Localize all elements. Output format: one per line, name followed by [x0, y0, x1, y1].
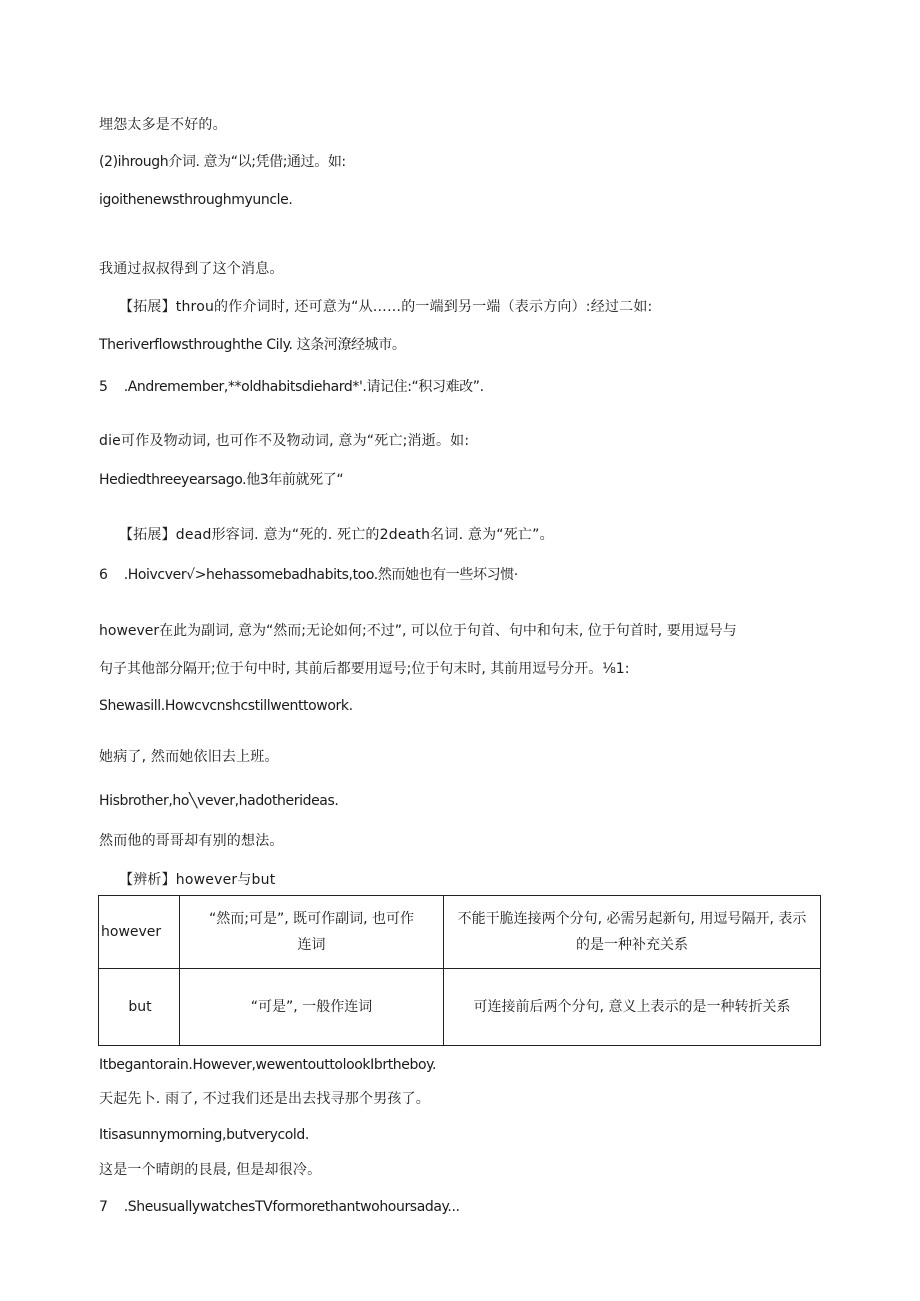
text-line: 句子其他部分隔开;位于句中时, 其前后都要用逗号;位于句末时, 其前用逗号分开。⅛1:: [99, 661, 630, 677]
item-heading: 5 .Andremember,**oldhabitsdiehard*'.请记住:“积习难改”.: [99, 379, 484, 395]
table-row: [99, 969, 821, 1046]
cell-text: but: [128, 999, 152, 1015]
example-sentence: Theriverflowsthroughthe Cily. 这条河潦经城市。: [99, 337, 406, 353]
cell-text: however: [101, 924, 162, 940]
cell-text: 可连接前后两个分句, 意义上表示的是一种转折关系: [473, 999, 791, 1015]
text-line: die可作及物动词, 也可作不及物动词, 意为“死亡;消逝。如:: [99, 433, 470, 449]
translation-line: 她病了, 然而她依旧去上班。: [99, 749, 279, 765]
table-cell-usage: [444, 896, 821, 969]
table-cell-word: [99, 896, 180, 969]
text-line: (2)ihrough介词. 意为“以;凭借;通过。如:: [99, 154, 346, 170]
translation-line: 这是一个晴朗的艮晨, 但是却很冷。: [99, 1162, 322, 1178]
table-cell-word: [99, 969, 180, 1046]
cell-text: 连词: [297, 937, 326, 953]
extension-note: 【拓展】throu的作介词时, 还可意为“从……的一端到另一端（表示方向）:经过二如:: [119, 299, 653, 315]
translation-line: 天起先卜. 雨了, 不过我们还是出去找寻那个男孩了。: [99, 1091, 430, 1107]
table-cell-meaning: [180, 896, 444, 969]
text-line: 埋怨太多是不好的。: [99, 117, 227, 133]
table-cell-usage: [444, 969, 821, 1046]
table-cell-meaning: [180, 969, 444, 1046]
translation-line: 然而他的哥哥却有别的想法。: [99, 833, 284, 849]
cell-text: “可是”, 一般作连词: [250, 999, 373, 1015]
comparison-table: [98, 895, 821, 1046]
example-sentence: Hisbrother,ho╲vever,hadotherideas.: [99, 793, 339, 809]
item-heading: 6 .Hoivcver√>hehassomebadhabits,too.然而她也有一些坏习惯·: [99, 567, 518, 583]
example-sentence: Itbegantorain.However,wewentouttolookIbrtheboy.: [99, 1057, 437, 1073]
cell-text: 的是一种补充关系: [576, 937, 688, 953]
item-heading: 7 .SheusuallywatchesTVformorethantwohoursaday...: [99, 1199, 460, 1215]
analysis-heading: 【辨析】however与but: [119, 872, 276, 888]
example-sentence: igoithenewsthroughmyuncle.: [99, 192, 293, 208]
example-sentence: Shewasill.Howcvcnshcstillwenttowork.: [99, 698, 353, 714]
cell-text: “然而;可是”, 既可作副词, 也可作: [208, 911, 415, 927]
extension-note: 【拓展】dead形容词. 意为“死的. 死亡的2death名词. 意为“死亡”。: [119, 527, 554, 543]
example-sentence: Itisasunnymorning,butverycold.: [99, 1127, 309, 1143]
translation-line: 我通过叔叔得到了这个消息。: [99, 261, 284, 277]
example-sentence: Hediedthreeyearsago.他3年前就死了“: [99, 472, 344, 488]
table-row: [99, 896, 821, 969]
cell-text: 不能干脆连接两个分句, 必需另起新句, 用逗号隔开, 表示: [457, 911, 807, 927]
text-line: however在此为副词, 意为“然而;无论如何;不过”, 可以位于句首、句中和句末, 位于句首时, 要用逗号与: [99, 623, 737, 639]
